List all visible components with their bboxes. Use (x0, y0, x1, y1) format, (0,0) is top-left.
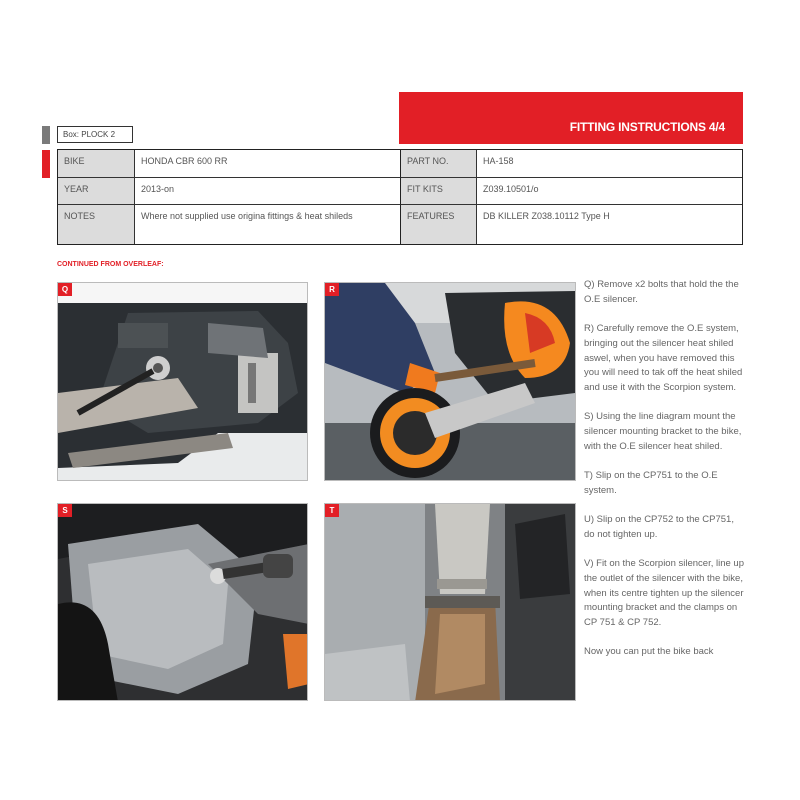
year-label: YEAR (58, 177, 134, 204)
part-no-value: HA-158 (476, 150, 742, 177)
photo-r-image (325, 283, 576, 481)
photo-q-image (58, 283, 308, 481)
photo-s-tag: S (58, 504, 72, 517)
step-t: T) Slip on the CP751 to the O.E system. (584, 470, 718, 496)
step-s: S) Using the line diagram mount the silencer mounting bracket to the bike, with the O.E silencer heat shiled. (584, 411, 742, 452)
photo-s-image (58, 504, 308, 701)
header-banner (399, 92, 743, 144)
page-title: FITTING INSTRUCTIONS 4/4 (569, 120, 725, 134)
photo-q (57, 282, 308, 481)
photo-t-tag: T (325, 504, 339, 517)
grey-marker (42, 126, 50, 144)
info-table (57, 149, 743, 245)
box-label: Box: PLOCK 2 (57, 126, 133, 143)
part-no-label: PART NO. (400, 150, 476, 177)
instructions (584, 278, 744, 675)
continued-note: CONTINUED FROM OVERLEAF: (57, 261, 164, 268)
photo-q-tag: Q (58, 283, 72, 296)
notes-label: NOTES (58, 204, 134, 244)
photo-t (324, 503, 576, 701)
photo-r (324, 282, 576, 481)
bike-value: HONDA CBR 600 RR (134, 150, 400, 177)
photo-s (57, 503, 308, 701)
photo-t-image (325, 504, 576, 701)
step-r: R) Carefully remove the O.E system, bringing out the silencer heat shiled aswel, when you have removed this you will need to tak off the heat shiled and use it with the Scorpion system. (584, 323, 743, 393)
step-u: U) Slip on the CP752 to the CP751, do not tighten up. (584, 514, 734, 540)
step-q: Q) Remove x2 bolts that hold the the O.E silencer. (584, 279, 739, 305)
photo-r-tag: R (325, 283, 339, 296)
bike-label: BIKE (58, 150, 134, 177)
year-value: 2013-on (134, 177, 400, 204)
red-marker (42, 150, 50, 178)
features-label: FEATURES (400, 204, 476, 244)
step-v: V) Fit on the Scorpion silencer, line up the outlet of the silencer with the bike, when its centre tighten up the silencer mounting bracket and the clamps on CP 751 & CP 752. (584, 558, 745, 629)
notes-value: Where not supplied use origina fittings & heat shileds (134, 204, 400, 244)
features-value: DB KILLER Z038.10112 Type H (476, 204, 742, 244)
step-final: Now you can put the bike back (584, 646, 714, 658)
fit-kits-value: Z039.10501/o (476, 177, 742, 204)
fit-kits-label: FIT KITS (400, 177, 476, 204)
